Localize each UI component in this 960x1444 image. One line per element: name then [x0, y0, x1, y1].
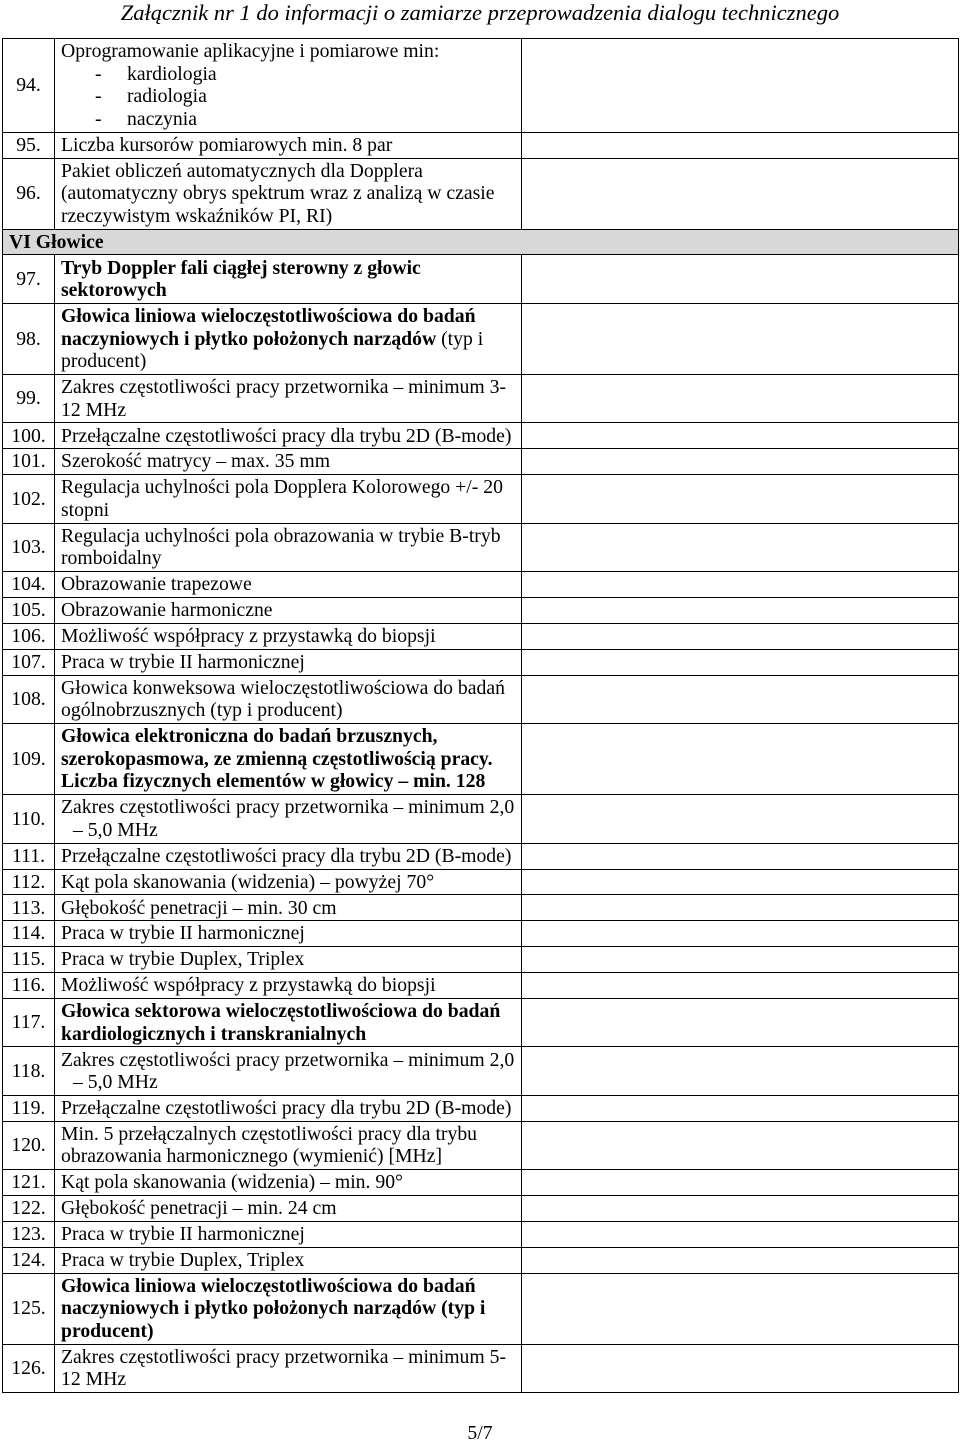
- line-text: Regulacja uchylności pola Dopplera Kolorowego +/- 20: [61, 476, 503, 499]
- line-text: – 5,0 MHz: [73, 818, 158, 841]
- item-description: [55, 1095, 522, 1121]
- item-description: [55, 869, 522, 895]
- response-cell: [522, 523, 959, 571]
- table-row: [3, 947, 959, 973]
- list-bullet: -: [95, 62, 102, 85]
- table-row: [3, 255, 959, 303]
- description-line: [61, 599, 515, 622]
- table-row: [3, 675, 959, 723]
- line-text: Kąt pola skanowania (widzenia) – min. 90°: [61, 1171, 403, 1194]
- response-cell: [522, 998, 959, 1046]
- description-line: [61, 279, 515, 302]
- description-line: [61, 328, 515, 351]
- item-number: 101.: [3, 449, 55, 475]
- description-line: [61, 108, 515, 131]
- description-line: [61, 1223, 515, 1246]
- line-text: obrazowania harmonicznego (wymienić) [MHz]: [61, 1145, 443, 1168]
- item-number: 115.: [3, 947, 55, 973]
- response-cell: [522, 572, 959, 598]
- response-cell: [522, 1273, 959, 1344]
- table-row: [3, 1344, 959, 1392]
- item-number: 120.: [3, 1121, 55, 1169]
- item-number: 124.: [3, 1247, 55, 1273]
- item-number: 112.: [3, 869, 55, 895]
- line-text: producent): [61, 1320, 154, 1343]
- line-text: 12 MHz: [61, 398, 127, 421]
- response-cell: [522, 423, 959, 449]
- description-line: [61, 1049, 515, 1072]
- line-text: – 5,0 MHz: [73, 1071, 158, 1094]
- line-text: Praca w trybie II harmonicznej: [61, 650, 305, 673]
- item-description: [55, 921, 522, 947]
- description-line: [61, 40, 515, 63]
- item-description: [55, 795, 522, 843]
- line-text: Zakres częstotliwości pracy przetwornika – minimum 3-: [61, 376, 507, 399]
- line-text: Kąt pola skanowania (widzenia) – powyżej 70°: [61, 870, 435, 893]
- response-cell: [522, 1095, 959, 1121]
- item-description: [55, 523, 522, 571]
- description-line: [61, 1275, 515, 1298]
- response-cell: [522, 475, 959, 523]
- description-line: [61, 1000, 515, 1023]
- response-cell: [522, 449, 959, 475]
- response-cell: [522, 255, 959, 303]
- description-line: [61, 845, 515, 868]
- table-row: [3, 869, 959, 895]
- table-row: [3, 921, 959, 947]
- item-number: 126.: [3, 1344, 55, 1392]
- line-text: Głębokość penetracji – min. 24 cm: [61, 1197, 337, 1220]
- table-row: [3, 843, 959, 869]
- item-number: 116.: [3, 973, 55, 999]
- item-description: [55, 132, 522, 158]
- section-title: VI Głowice: [3, 229, 959, 255]
- line-text: Przełączalne częstotliwości pracy dla trybu 2D (B-mode): [61, 1096, 512, 1119]
- description-line: [61, 376, 515, 399]
- line-text: stopni: [61, 498, 110, 521]
- response-cell: [522, 675, 959, 723]
- document-header-title: Załącznik nr 1 do informacji o zamiarze przeprowadzenia dialogu technicznego: [120, 0, 840, 25]
- item-description: [55, 1047, 522, 1095]
- item-description: [55, 1121, 522, 1169]
- description-line: [61, 399, 515, 422]
- line-text: kardiologicznych i transkranialnych: [61, 1022, 367, 1045]
- line-text: naczyniowych i płytko położonych narządów: [61, 327, 437, 350]
- description-line: [61, 770, 515, 793]
- description-line: [61, 677, 515, 700]
- response-cell: [522, 895, 959, 921]
- table-row: [3, 623, 959, 649]
- description-line: [61, 796, 515, 819]
- list-item-text: kardiologia: [127, 62, 217, 85]
- list-bullet: -: [95, 85, 102, 108]
- table-row: [3, 1273, 959, 1344]
- description-line: [61, 651, 515, 674]
- response-cell: [522, 1170, 959, 1196]
- description-line: [61, 257, 515, 280]
- description-line: [61, 1197, 515, 1220]
- table-row: [3, 1247, 959, 1273]
- line-text: Obrazowanie harmoniczne: [61, 599, 273, 622]
- list-item-text: naczynia: [127, 107, 197, 130]
- table-row: [3, 1170, 959, 1196]
- item-number: 108.: [3, 675, 55, 723]
- description-line: [61, 1368, 515, 1391]
- item-description: [55, 675, 522, 723]
- line-text: Zakres częstotliwości pracy przetwornika – minimum 2,0: [61, 1048, 515, 1071]
- specification-table: [2, 38, 959, 1393]
- description-line: [61, 525, 515, 548]
- table-row: [3, 1196, 959, 1222]
- line-text: (typ i: [441, 327, 484, 350]
- item-number: 97.: [3, 255, 55, 303]
- table-row: [3, 475, 959, 523]
- line-text: Głębokość penetracji – min. 30 cm: [61, 896, 337, 919]
- line-text: Zakres częstotliwości pracy przetwornika – minimum 2,0: [61, 796, 515, 819]
- line-text: Możliwość współpracy z przystawką do biopsji: [61, 625, 436, 648]
- line-text: Głowica elektroniczna do badań brzusznych,: [61, 725, 438, 748]
- item-description: [55, 1273, 522, 1344]
- table-row: [3, 973, 959, 999]
- line-text: szerokopasmowa, ze zmienną częstotliwością pracy.: [61, 747, 493, 770]
- description-line: [61, 1145, 515, 1168]
- description-line: [61, 305, 515, 328]
- item-description: [55, 895, 522, 921]
- line-text: Praca w trybie II harmonicznej: [61, 1223, 305, 1246]
- item-description: [55, 843, 522, 869]
- response-cell: [522, 795, 959, 843]
- line-text: Możliwość współpracy z przystawką do biopsji: [61, 974, 436, 997]
- line-text: Przełączalne częstotliwości pracy dla trybu 2D (B-mode): [61, 844, 512, 867]
- line-text: Zakres częstotliwości pracy przetwornika – minimum 5-: [61, 1345, 507, 1368]
- item-number: 117.: [3, 998, 55, 1046]
- description-line: [61, 134, 515, 157]
- description-line: [61, 573, 515, 596]
- line-text: (automatyczny obrys spektrum wraz z analizą w czasie: [61, 182, 495, 205]
- item-description: [55, 255, 522, 303]
- table-row: [3, 132, 959, 158]
- description-line: [61, 160, 515, 183]
- table-row: [3, 523, 959, 571]
- response-cell: [522, 947, 959, 973]
- description-line: [61, 974, 515, 997]
- description-line: [61, 425, 515, 448]
- response-cell: [522, 1344, 959, 1392]
- response-cell: [522, 1121, 959, 1169]
- description-line: [61, 476, 515, 499]
- item-number: 98.: [3, 303, 55, 374]
- table-row: [3, 303, 959, 374]
- table-row: [3, 795, 959, 843]
- item-description: [55, 1196, 522, 1222]
- line-text: naczyniowych i płytko położonych narządów (typ i: [61, 1297, 486, 1320]
- description-line: [61, 1320, 515, 1343]
- specification-table-body: [3, 39, 959, 1393]
- table-row: [3, 649, 959, 675]
- description-line: [61, 1071, 515, 1094]
- item-number: 107.: [3, 649, 55, 675]
- response-cell: [522, 39, 959, 133]
- item-description: [55, 572, 522, 598]
- line-text: Oprogramowanie aplikacyjne i pomiarowe min:: [61, 40, 440, 63]
- item-description: [55, 623, 522, 649]
- description-line: [61, 205, 515, 228]
- table-row: [3, 1095, 959, 1121]
- item-description: [55, 158, 522, 229]
- response-cell: [522, 724, 959, 795]
- line-text: rzeczywistym wskaźników PI, RI): [61, 204, 333, 227]
- table-row: [3, 998, 959, 1046]
- table-row: [3, 423, 959, 449]
- description-line: [61, 871, 515, 894]
- response-cell: [522, 158, 959, 229]
- description-line: [61, 1346, 515, 1369]
- item-number: 106.: [3, 623, 55, 649]
- response-cell: [522, 375, 959, 423]
- table-row: [3, 598, 959, 624]
- item-description: [55, 1221, 522, 1247]
- item-description: [55, 649, 522, 675]
- line-text: Praca w trybie Duplex, Triplex: [61, 1248, 305, 1271]
- item-description: [55, 475, 522, 523]
- item-number: 99.: [3, 375, 55, 423]
- line-text: Głowica sektorowa wieloczęstotliwościowa do badań: [61, 1000, 501, 1023]
- line-text: Głowica liniowa wieloczęstotliwościowa do badań: [61, 1274, 476, 1297]
- table-row: [3, 39, 959, 133]
- item-number: 94.: [3, 39, 55, 133]
- response-cell: [522, 303, 959, 374]
- item-number: 125.: [3, 1273, 55, 1344]
- description-line: [61, 1023, 515, 1046]
- line-text: Głowica liniowa wieloczęstotliwościowa do badań: [61, 305, 476, 328]
- response-cell: [522, 598, 959, 624]
- description-line: [61, 85, 515, 108]
- response-cell: [522, 132, 959, 158]
- description-line: [61, 1297, 515, 1320]
- description-line: [61, 625, 515, 648]
- table-row: [3, 375, 959, 423]
- response-cell: [522, 649, 959, 675]
- line-text: Pakiet obliczeń automatycznych dla Dopplera: [61, 159, 423, 182]
- line-text: 12 MHz: [61, 1368, 127, 1391]
- table-row: [3, 724, 959, 795]
- description-line: [61, 450, 515, 473]
- item-description: [55, 303, 522, 374]
- description-line: [61, 922, 515, 945]
- line-text: Obrazowanie trapezowe: [61, 573, 252, 596]
- line-text: romboidalny: [61, 547, 162, 570]
- item-number: 110.: [3, 795, 55, 843]
- response-cell: [522, 1247, 959, 1273]
- response-cell: [522, 623, 959, 649]
- line-text: Praca w trybie Duplex, Triplex: [61, 948, 305, 971]
- list-item-text: radiologia: [127, 85, 207, 108]
- item-number: 95.: [3, 132, 55, 158]
- item-number: 100.: [3, 423, 55, 449]
- item-number: 123.: [3, 1221, 55, 1247]
- item-description: [55, 998, 522, 1046]
- item-description: [55, 449, 522, 475]
- description-line: [61, 699, 515, 722]
- response-cell: [522, 921, 959, 947]
- line-text: producent): [61, 350, 147, 373]
- table-row: [3, 1121, 959, 1169]
- description-line: [61, 725, 515, 748]
- line-text: Liczba kursorów pomiarowych min. 8 par: [61, 133, 393, 156]
- response-cell: [522, 843, 959, 869]
- line-text: Głowica konweksowa wieloczęstotliwościowa do badań: [61, 676, 505, 699]
- response-cell: [522, 869, 959, 895]
- description-line: [61, 1123, 515, 1146]
- response-cell: [522, 1221, 959, 1247]
- item-number: 113.: [3, 895, 55, 921]
- description-line: [61, 748, 515, 771]
- item-description: [55, 375, 522, 423]
- description-line: [61, 1171, 515, 1194]
- item-number: 103.: [3, 523, 55, 571]
- table-row: [3, 158, 959, 229]
- item-number: 102.: [3, 475, 55, 523]
- table-row: [3, 449, 959, 475]
- item-description: [55, 423, 522, 449]
- line-text: Przełączalne częstotliwości pracy dla trybu 2D (B-mode): [61, 424, 512, 447]
- description-line: [61, 350, 515, 373]
- item-number: 114.: [3, 921, 55, 947]
- item-description: [55, 1247, 522, 1273]
- description-line: [61, 1097, 515, 1120]
- item-number: 121.: [3, 1170, 55, 1196]
- item-number: 118.: [3, 1047, 55, 1095]
- page-number: 5/7: [467, 1422, 493, 1444]
- item-number: 105.: [3, 598, 55, 624]
- response-cell: [522, 1047, 959, 1095]
- item-number: 109.: [3, 724, 55, 795]
- item-description: [55, 39, 522, 133]
- description-line: [61, 1249, 515, 1272]
- item-description: [55, 973, 522, 999]
- response-cell: [522, 973, 959, 999]
- line-text: Szerokość matrycy – max. 35 mm: [61, 450, 331, 473]
- item-description: [55, 598, 522, 624]
- list-bullet: -: [95, 107, 102, 130]
- item-description: [55, 1170, 522, 1196]
- description-line: [61, 182, 515, 205]
- description-line: [61, 948, 515, 971]
- item-description: [55, 724, 522, 795]
- response-cell: [522, 1196, 959, 1222]
- description-line: [61, 819, 515, 842]
- description-line: [61, 547, 515, 570]
- item-number: 104.: [3, 572, 55, 598]
- item-description: [55, 947, 522, 973]
- description-line: [61, 499, 515, 522]
- description-line: [61, 63, 515, 86]
- item-number: 119.: [3, 1095, 55, 1121]
- line-text: Regulacja uchylności pola obrazowania w trybie B-tryb: [61, 524, 501, 547]
- item-number: 122.: [3, 1196, 55, 1222]
- table-row: [3, 572, 959, 598]
- table-row: [3, 1221, 959, 1247]
- table-row: [3, 895, 959, 921]
- item-number: 111.: [3, 843, 55, 869]
- item-number: 96.: [3, 158, 55, 229]
- line-text: ogólnobrzusznych (typ i producent): [61, 699, 343, 722]
- line-text: Min. 5 przełączalnych częstotliwości pracy dla trybu: [61, 1122, 478, 1145]
- item-description: [55, 1344, 522, 1392]
- line-text: Liczba fizycznych elementów w głowicy – min. 128: [61, 770, 486, 793]
- line-text: sektorowych: [61, 279, 167, 302]
- section-header-row: [3, 229, 959, 255]
- table-row: [3, 1047, 959, 1095]
- description-line: [61, 897, 515, 920]
- line-text: Praca w trybie II harmonicznej: [61, 922, 305, 945]
- line-text: Tryb Doppler fali ciągłej sterowny z głowic: [61, 256, 421, 279]
